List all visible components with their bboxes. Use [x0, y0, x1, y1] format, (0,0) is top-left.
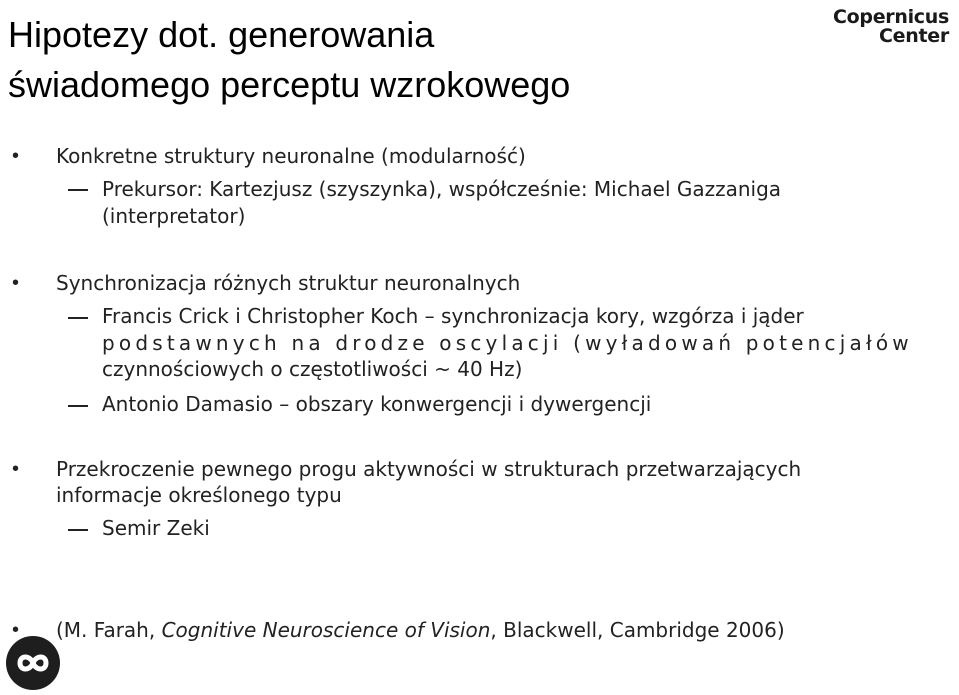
- reference-title-part-1: Cognitive Neuroscience: [161, 618, 399, 642]
- bullet-dot-icon: •: [12, 619, 20, 641]
- copernicus-logo: [833, 8, 949, 46]
- dash-icon: [68, 405, 88, 407]
- bullet-3-sub-1-line-1: Semir Zeki: [102, 516, 210, 540]
- bullet-dot-icon: •: [12, 272, 20, 294]
- reference-title-part-2: of: [398, 618, 431, 642]
- reference-title-part-3: Vision: [430, 618, 491, 642]
- reference-pre: (M. Farah,: [56, 618, 162, 642]
- reference-citation: [56, 617, 785, 643]
- infinity-badge-icon: [6, 636, 60, 690]
- bullet-dot-icon: •: [12, 458, 20, 480]
- bullet-1-text: Konkretne struktury neuronalne (modularność): [56, 144, 526, 168]
- bullet-3-line-2: informacje określonego typu: [56, 483, 342, 507]
- bullet-2-text: Synchronizacja różnych struktur neuronalnych: [56, 271, 521, 295]
- logo-line-1: Copernicus: [833, 6, 949, 28]
- bullet-2-sub-1-line-1: Francis Crick i Christopher Koch – synchronizacja kory, wzgórza i jąder: [102, 304, 804, 328]
- infinity-icon: [6, 636, 60, 690]
- reference-post: , Blackwell, Cambridge 2006): [490, 618, 785, 642]
- logo-line-2: Center: [879, 25, 949, 47]
- bullet-1-sub-1-line-2: (interpretator): [102, 204, 246, 228]
- bullet-dot-icon: •: [12, 145, 20, 167]
- title-line-1: Hipotezy dot. generowania: [8, 14, 435, 55]
- dash-icon: [68, 317, 88, 319]
- bullet-2-sub-1-line-2: podstawnych na drodze oscylacji (wyładowań potencjałów: [102, 331, 913, 355]
- bullet-3-line-1: Przekroczenie pewnego progu aktywności w strukturach przetwarzających: [56, 457, 802, 481]
- bullet-2-sub-1-line-3: czynnościowych o częstotliwości ~ 40 Hz): [102, 357, 523, 381]
- title-line-2: świadomego perceptu wzrokowego: [8, 64, 571, 105]
- bullet-2-sub-2-line-1: Antonio Damasio – obszary konwergencji i dywergencji: [102, 392, 652, 416]
- dash-icon: [68, 189, 88, 191]
- dash-icon: [68, 529, 88, 531]
- bullet-1-sub-1-line-1: Prekursor: Kartezjusz (szyszynka), współcześnie: Michael Gazzaniga: [102, 177, 782, 201]
- slide-title: [8, 10, 570, 110]
